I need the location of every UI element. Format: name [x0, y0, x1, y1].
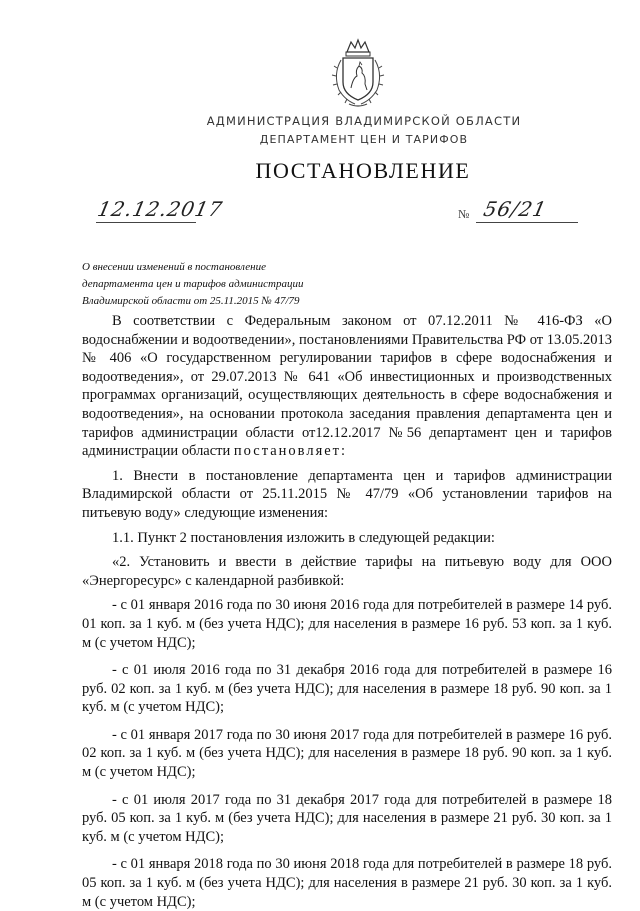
document-number: 56/21: [481, 197, 550, 221]
quote-intro-paragraph: «2. Установить и ввести в действие тарифы на питьевую воду для ООО «Энергоресурс» с календарной разбивкой:: [82, 554, 612, 589]
department-name: ДЕПАРТАМЕНТ ЦЕН И ТАРИФОВ: [259, 133, 469, 146]
item-1-paragraph: 1. Внести в постановление департамента цен и тарифов администрации Владимирской области от 25.11.2015 № 47/79 «Об установлении тарифов на питьевую воду» следующие изменения:: [82, 467, 612, 521]
tariff-period-paragraph: - с 01 июля 2016 года по 31 декабря 2016 года для потребителей в размере 16 руб. 02 коп. за 1 куб. м (без учета НДС); для населения в размере 18 руб. 90 коп. за 1 куб. м (с учетом НДС);: [82, 662, 612, 716]
subject-line: департамента цен и тарифов администрации: [82, 278, 304, 290]
tariff-period-paragraph: - с 01 июля 2017 года по 31 декабря 2017 года для потребителей в размере 18 руб. 05 коп. за 1 куб. м (без учета НДС); для населения в размере 21 руб. 30 коп. за 1 куб. м (с учетом НДС);: [82, 791, 612, 845]
tariff-period-paragraph: - с 01 января 2018 года по 30 июня 2018 года для потребителей в размере 18 руб. 05 коп. за 1 куб. м (без учета НДС); для населения в размере 21 руб. 30 коп. за 1 куб. м (с учетом НДС);: [82, 856, 612, 910]
item-1-1-paragraph: 1.1. Пункт 2 постановления изложить в следующей редакции:: [112, 529, 495, 546]
date-underline: [96, 222, 196, 223]
tariff-period-paragraph: - с 01 января 2017 года по 30 июня 2017 года для потребителей в размере 16 руб. 02 коп. за 1 куб. м (без учета НДС); для населения в размере 18 руб. 90 коп. за 1 куб. м (с учетом НДС);: [82, 726, 612, 781]
document-date: 12.12.2017: [95, 197, 226, 221]
tariff-period-paragraph: - с 01 января 2016 года по 30 июня 2016 года для потребителей в размере 14 руб. 01 коп. за 1 куб. м (без учета НДС); для населения в размере 16 руб. 53 коп. за 1 куб. м (с учетом НДС);: [82, 597, 612, 651]
document-body: [82, 312, 612, 911]
subject-line: О внесении изменений в постановление: [82, 261, 266, 273]
subject-line: Владимирской области от 25.11.2015 № 47/79: [82, 295, 300, 307]
document-type-title: ПОСТАНОВЛЕНИЕ: [255, 158, 471, 183]
preamble-keyword: постановляет:: [233, 443, 348, 460]
coat-of-arms-emblem: [329, 38, 387, 110]
organization-name: АДМИНИСТРАЦИЯ ВЛАДИМИРСКОЙ ОБЛАСТИ: [206, 114, 522, 128]
preamble-paragraph: [82, 312, 612, 461]
preamble-text: В соответствии с Федеральным законом от 07.12.2011 № 416-ФЗ «О водоснабжении и водоотведении», постановлениями Правительства РФ от 13.05.2013 № 406 «О государственном регулировании тарифов в сфере водоснабжения и водоотведения», от 29.07.2013 № 641 «Об инвестиционных и производственных программах организаций, осуществляющих деятельность в сфере водоснабжения и водоотведения», на основании протокола заседания правления департамента цен и тарифов администрации области от12.12.2017 №56 департамент цен и тарифов администрации области: [82, 313, 612, 460]
document-subject: [82, 259, 382, 310]
number-underline: [476, 222, 578, 223]
number-sign: №: [458, 207, 470, 221]
